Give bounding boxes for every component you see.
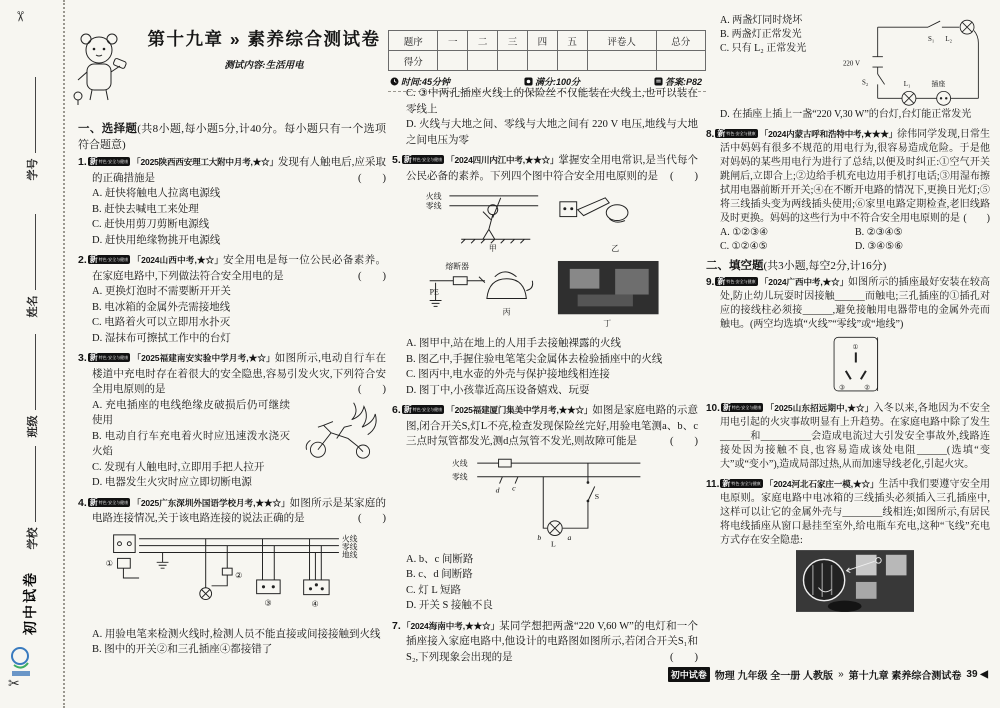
svg-text:d: d — [495, 484, 500, 494]
question-4-continued — [392, 86, 698, 148]
option: D. 电器发生火灾时应立即切断电源 — [92, 477, 252, 488]
svg-text:①: ① — [852, 344, 859, 352]
answer-paren: ( ) — [670, 436, 698, 447]
svg-text:甲: 甲 — [488, 244, 497, 254]
svg-text:S₁: S₁ — [928, 35, 935, 44]
write-line — [26, 215, 36, 291]
household-wiring-figure — [103, 529, 375, 625]
svg-text:L₂: L₂ — [945, 35, 953, 44]
flying-wire-photo-figure — [796, 550, 914, 612]
write-line — [26, 447, 36, 523]
answer-paren: ( ) — [670, 170, 698, 182]
scissors-icon: ✂ — [11, 10, 27, 23]
page-number: 39 ◀ — [966, 669, 988, 680]
student-name-field: 姓名 — [24, 200, 40, 332]
svg-text:③: ③ — [839, 384, 846, 392]
new-tag-badge: 新特色·安全与健康 — [403, 405, 443, 414]
option: A. 用验电笔来检测火线时,检测人员不能直接或间接接触到火线 — [92, 628, 381, 640]
option: C. 赶快用剪刀剪断电源线 — [92, 219, 210, 230]
write-line — [26, 335, 36, 411]
svg-text:a: a — [567, 532, 572, 542]
chevron-sep: » — [229, 29, 242, 49]
column-3 — [706, 14, 990, 664]
option: C. ③中两孔插座火线上的保险丝不仅能装在火线上,也可以装在零线上 — [406, 88, 698, 115]
question-6: 6. 新特色·安全与健康 「2025福建厦门集美中学月考,★★☆」如图是家庭电路的示意图,闭合开关S,灯L不亮,检查发现保险丝完好,用验电笔测a、b、c三点时氖管都发光,测d点氖管不发光,则故障可能是 ( ) 火线 零线 d c b a L S A. b、c 间断路 B. c、d 间断路 C. 灯 L 短路 D. 开关 S 接触不良 — [392, 403, 698, 614]
new-tag-badge: 新特色·安全与健康 — [89, 353, 129, 362]
answer-paren: ( ) — [670, 651, 698, 663]
svg-text:零线: 零线 — [341, 542, 358, 552]
svg-text:L₁: L₁ — [903, 80, 911, 89]
publisher-logo — [8, 645, 34, 679]
question-8: 8. 新特色·安全与健康 「2024内蒙古呼和浩特中考,★★★」徐伟同学发现,日常生活中妈妈有很多不规范的用电行为,很容易造成危险。于是他对妈妈的某些用电行为进行了总结,以便及时纠正:①空气开关跳闸后,立即合上;②边给手机充电边用手机打电话;③用湿布擦拭用电器前断开开关;④在不断开电路的情况下,更换日光灯;⑤将三线插头变为两线插头使用;⑥家里电路定期检查,老旧线路及时更换。妈妈的这些行为中不符合安全用电原则的是 ( ) A. ①②③④ B. ②③④⑤ C. ①②④⑤ D. ③④⑤⑥ — [706, 129, 990, 252]
question-3: 3. 新特色·安全与健康 「2025福建南安实验中学月考,★☆」如图所示,电动自行车在楼道中充电时存在着很大的安全隐患,容易引发火灾,下列符合安全用电原则的是 ( ) A. 充电插座的电线绝缘皮破损后仍可继续使用 B. 电动自行车充电着火时应迅速泼水浇灭火焰 C. 发现有人触电时,立即用手把人拉开 D. 电器发生火灾时应立即切断电源 — [78, 351, 386, 491]
new-tag-badge: 新特色·安全与健康 — [89, 157, 129, 166]
option: C. 发现有人触电时,立即用手把人拉开 — [92, 461, 265, 473]
school-field: 学校 — [24, 432, 40, 564]
question-9: 9. 新特色·安全与健康 「2024广西中考,★☆」如图所示的插座最好安装在较高处,防止幼儿玩耍时因接触______而触电;三孔插座的①插孔对应的接线柱必须接______,避免接触用电器带电的金属外壳而触电。(两空均选填“火线”“零线”或“地线”) ① ③ ② — [706, 275, 990, 396]
new-tag-badge: 新特色·安全与健康 — [717, 277, 756, 286]
home-circuit-figure — [450, 452, 654, 550]
answer-paren: ( ) — [358, 513, 386, 524]
burning-ebike-figure — [294, 399, 386, 461]
question-1: 1. 新特色·安全与健康 「2025陕西西安理工大附中月考,★☆」发现有人触电后,应采取的正确措施是 ( ) A. 赶快将触电人拉离电源线 B. 赶快去喊电工来处理 C. 赶快用剪刀剪断电源线 D. 赶快用绝缘物挑开电源线 — [78, 155, 386, 248]
svg-text:PE: PE — [429, 287, 439, 297]
answer-icon — [654, 77, 663, 86]
option: B. 电冰箱的金属外壳需接地线 — [92, 301, 231, 313]
page-footer: 初中试卷 物理 九年级 全一册 人教版 » 第十九章 素养综合测试卷 39 ◀ — [668, 667, 988, 682]
new-tag-badge: 新特色·安全与健康 — [89, 255, 129, 264]
mascot-illustration — [70, 30, 128, 106]
four-scenes-figure — [421, 186, 683, 334]
svg-text:零线: 零线 — [451, 472, 468, 482]
page-title: 第十九章 » 素养综合测试卷 — [147, 29, 381, 49]
column-2 — [392, 86, 698, 708]
svg-text:火线: 火线 — [341, 534, 358, 544]
option: C. 电路着火可以立即用水扑灭 — [92, 317, 231, 328]
svg-text:S: S — [594, 491, 600, 501]
question-11: 11. 新特色·安全与健康 「2024河北石家庄一模,★☆」生活中我们要遵守安全用电原则。家庭电路中电冰箱的三线插头必须插入三孔插座中,这样可以让它的金属外壳与________线相连;如图所示,有居民将电线插座从窗口悬挂至室外,给电瓶车充电,这种“飞线”充电方式存在安全隐患: — [706, 477, 990, 612]
svg-text:插座: 插座 — [931, 80, 946, 89]
section-1-heading: 一、选择题(共8小题,每小题5分,计40分。每小题只有一个选项符合题意) — [78, 123, 386, 151]
scissors-icon: ✂ — [8, 677, 20, 692]
column-1 — [78, 122, 386, 708]
option: D. 湿抹布可擦拭工作中的台灯 — [92, 332, 231, 344]
option: C. 灯 L 短路 — [406, 584, 462, 596]
svg-text:④: ④ — [311, 598, 319, 608]
answer-paren: ( ) — [358, 172, 386, 184]
question-7: 7.「2024海南中考,★★☆」某同学想把两盏“220 V,60 W”的电灯和一个插座接入家庭电路中,他设计的电路图如图所示,若闭合开关S₁和S₂,下列现象会出现的是 ( ) — [392, 619, 698, 666]
class-field: 班级 — [24, 320, 40, 452]
option: B. c、d 间断路 — [406, 569, 473, 580]
new-tag-badge: 新特色·安全与健康 — [722, 479, 761, 488]
option: A. 充电插座的电线绝缘皮破损后仍可继续使用 — [92, 399, 290, 426]
question-7-options — [706, 14, 990, 122]
option: D. 赶快用绝缘物挑开电源线 — [92, 234, 221, 246]
new-tag-badge: 新特色·安全与健康 — [717, 129, 756, 138]
score-row-label: 得分 — [389, 51, 438, 71]
option: A. 图甲中,站在地上的人用手去接触裸露的火线 — [406, 338, 621, 349]
svg-text:b: b — [537, 532, 542, 542]
clock-icon — [390, 77, 399, 86]
answer-paren: ( ) — [963, 213, 990, 224]
write-line — [26, 78, 36, 154]
paper-header — [70, 26, 392, 71]
paper-series-badge: 初中试卷 — [24, 571, 39, 635]
option: B. 图中的开关②和三孔插座④都接错了 — [92, 644, 273, 655]
svg-text:乙: 乙 — [611, 244, 620, 254]
svg-text:L: L — [551, 539, 556, 549]
question-2: 2. 新特色·安全与健康 「2024山西中考,★☆」安全用电是每一位公民必备素养。在家庭电路中,下列做法符合安全用电的是 ( ) A. 更换灯泡时不需要断开开关 B. 电冰箱的金属外壳需接地线 C. 电路着火可以立即用水扑灭 D. 湿抹布可擦拭工作中的台灯 — [78, 253, 386, 346]
option: A. ①②③④ — [720, 227, 769, 238]
svg-text:①: ① — [105, 558, 113, 568]
option: D. 在插座上插上一盏“220 V,30 W”的台灯,台灯能正常发光 — [720, 109, 972, 120]
option: C. ①②④⑤ — [720, 241, 768, 252]
question-4: 4. 新特色·安全与健康 「2025广东深圳外国语学校月考,★★☆」如图所示是某家庭的电路连接情况,关于该电路连接的说法正确的是 ( ) 火线 零线 地线 ① ② ③ ④ A. 用验电笔来检测火线时,检测人员不能直接或间接接触到火线 B. 图中的开关②和三孔插座④都接错了 — [78, 496, 386, 658]
new-tag-badge: 新特色·安全与健康 — [722, 403, 762, 412]
svg-text:220 V: 220 V — [842, 59, 860, 68]
paper-meta: 时间:45分钟 满分:100分 答案:P82 — [388, 71, 706, 92]
new-tag-badge: 新特色·安全与健康 — [403, 155, 443, 164]
option: B. 赶快去喊电工来处理 — [92, 203, 199, 215]
student-id-field: 学号 — [24, 63, 40, 195]
option: B. 两盏灯正常发光 — [720, 29, 802, 40]
option: D. 图丁中,小孩靠近高压设备嬉戏、玩耍 — [406, 384, 590, 396]
full-score-icon — [524, 77, 533, 86]
svg-text:②: ② — [235, 570, 243, 580]
svg-text:零线: 零线 — [425, 201, 442, 211]
question-5: 5. 新特色·安全与健康 「2024四川内江中考,★★☆」掌握安全用电常识,是当代每个公民必备的素养。下列四个图中符合安全用电原则的是 ( ) 火线 零线 甲 乙 熔断器 PE 丙 丁 A. 图甲中,站在地上的人用手去接触裸露的火线 B. 图乙中,手握住验电笔笔尖金属体去检验插座中的火线 C. 图丙中,电水壶的外壳与保护接地线相连接 D. 图丁中,小孩靠近高压设备嬉戏、玩耍 — [392, 153, 698, 398]
option: A. 更换灯泡时不需要断开开关 — [92, 286, 231, 297]
question-10: 10. 新特色·安全与健康 「2025山东招远期中,★☆」入冬以来,各地因为不安全用电引起的火灾事故明显有上升趋势。在家庭电路中除了发生______和__________会造成电流过大引发安全事故外,线路连接处因为接触不良,也容易造成该处电阻______(选填“变大”或“变小”),造成局部过热,从而加速导线老化,引起火灾。 — [706, 403, 990, 470]
series-badge: 初中试卷 — [668, 667, 710, 682]
svg-text:③: ③ — [264, 597, 272, 607]
svg-text:地线: 地线 — [341, 549, 358, 559]
score-table: 题序 一 二 三 四 五 评卷人 总分 得分 时间:45分钟 满分:100分 答案:P82 — [388, 30, 706, 92]
option: C. 只有 L₂ 正常发光 — [720, 43, 807, 54]
svg-text:c: c — [512, 482, 516, 492]
option: A. 赶快将触电人拉离电源线 — [92, 188, 221, 199]
test-scope-subtitle: 测试内容:生活用电 — [224, 61, 304, 71]
chevron-sep: » — [838, 669, 844, 680]
option: D. 开关 S 接触不良 — [406, 600, 493, 611]
answer-paren: ( ) — [358, 384, 386, 395]
new-tag-badge: 新特色·安全与健康 — [89, 497, 129, 507]
option: A. b、c 间断路 — [406, 553, 474, 565]
option: D. ③④⑤⑥ — [855, 241, 904, 252]
svg-text:火线: 火线 — [425, 191, 442, 201]
svg-text:熔断器: 熔断器 — [445, 261, 470, 271]
two-lamps-circuit-figure — [840, 15, 990, 107]
option: D. 火线与大地之间、零线与大地之间有 220 V 电压,地线与大地之间电压为零 — [406, 119, 698, 146]
svg-text:②: ② — [864, 384, 871, 392]
cut-dotted-line — [63, 0, 65, 708]
svg-text:丁: 丁 — [603, 319, 612, 329]
section-2-heading: 二、填空题(共3小题,每空2分,计16分) — [706, 260, 887, 272]
option: B. 图乙中,手握住验电笔笔尖金属体去检验插座中的火线 — [406, 353, 663, 365]
option: B. 电动自行车充电着火时应迅速泼水浇灭火焰 — [92, 430, 290, 457]
score-col-header: 题序 — [389, 31, 438, 51]
answer-paren: ( ) — [358, 270, 386, 282]
svg-text:丙: 丙 — [502, 307, 511, 317]
option: A. 两盏灯同时烧坏 — [720, 15, 803, 26]
three-hole-socket-figure — [818, 334, 892, 396]
option: C. 图丙中,电水壶的外壳与保护接地线相连接 — [406, 369, 610, 380]
svg-text:S₂: S₂ — [862, 78, 869, 87]
option: B. ②③④⑤ — [855, 227, 903, 238]
svg-text:火线: 火线 — [451, 458, 468, 468]
